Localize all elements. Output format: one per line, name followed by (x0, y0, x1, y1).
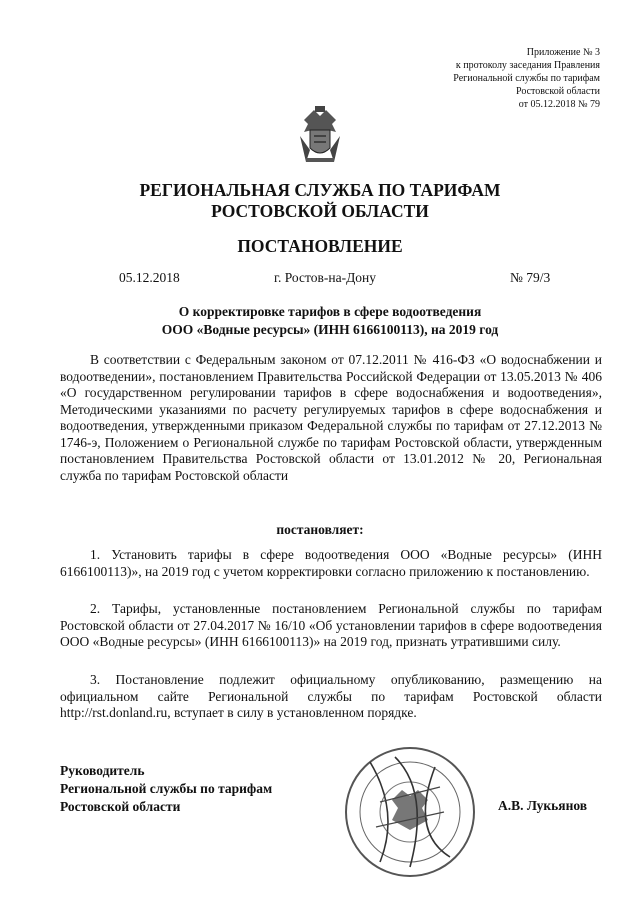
item-paragraph-1: 1. Установить тарифы в сфере водоотведения ООО «Водные ресурсы» (ИНН 6166100113)», на 2019 год с учетом корректировки согласно приложению к постановлению. (60, 547, 602, 579)
item-paragraph-2: 2. Тарифы, установленные постановлением Региональной службы по тарифам Ростовской области от 27.04.2017 № 16/10 «Об установлении тарифов в сфере водоотведения ООО «Водные ресурсы» (ИНН 6166100113)» на 2019 год, признать утратившими силу. (60, 601, 602, 649)
item-paragraph-3: 3. Постановление подлежит официальному опубликованию, размещению на официальном сайте Региональной службы по тарифам Ростовской области http://rst.donland.ru, вступает в силу в установленном порядке. (60, 672, 602, 720)
coat-of-arms-icon (296, 106, 344, 164)
decree-word: постановляет: (276, 522, 364, 537)
annex-line: к протоколу заседания Правления (455, 60, 600, 71)
annex-line: от 05.12.2018 № 79 (518, 99, 600, 110)
document-date: 05.12.2018 (119, 270, 180, 285)
preamble-paragraph: В соответствии с Федеральным законом от 07.12.2011 № 416-ФЗ «О водоснабжении и водоотведении», постановлением Правительства Российской Федерации от 13.05.2013 № 406 «О государственном регулировании тарифов в сфере водоснабжения и водоотведения», Методическими указаниями по расчету регулируемых тарифов в сфере водоснабжения и водоотведения, утвержденными приказом Федеральной службы по тарифам от 27.12.2013 № 1746-э, Положением о Региональной службе по тарифам Ростовской области, утвержденным постановлением Правительства Ростовской области от 13.01.2012 № 20, Региональная служба по тарифам Ростовской области (60, 352, 602, 483)
signatory-title-line: Руководитель (60, 763, 145, 778)
subject-line: О корректировке тарифов в сфере водоотведения (178, 304, 482, 319)
annex-line: Приложение № 3 (526, 47, 600, 58)
signatory-name: А.В. Лукьянов (498, 798, 588, 813)
annex-line: Ростовской области (516, 86, 600, 97)
document-subject (60, 303, 600, 339)
subject-line: ООО «Водные ресурсы» (ИНН 6166100113), на 2019 год (161, 322, 499, 337)
signatory-title-line: Региональной службы по тарифам (60, 781, 273, 796)
annex-line: Региональной службы по тарифам (453, 73, 600, 84)
org-line: РОСТОВСКОЙ ОБЛАСТИ (211, 201, 429, 221)
document-number: № 79/3 (510, 270, 551, 285)
document-type: ПОСТАНОВЛЕНИЕ (237, 236, 403, 256)
organization-name (0, 180, 640, 222)
official-seal-icon (340, 742, 480, 882)
signatory-title (60, 762, 272, 816)
org-line: РЕГИОНАЛЬНАЯ СЛУЖБА ПО ТАРИФАМ (139, 180, 501, 200)
document-city: г. Ростов-на-Дону (274, 270, 377, 285)
annex-block (390, 46, 600, 111)
signatory-title-line: Ростовской области (60, 799, 181, 814)
